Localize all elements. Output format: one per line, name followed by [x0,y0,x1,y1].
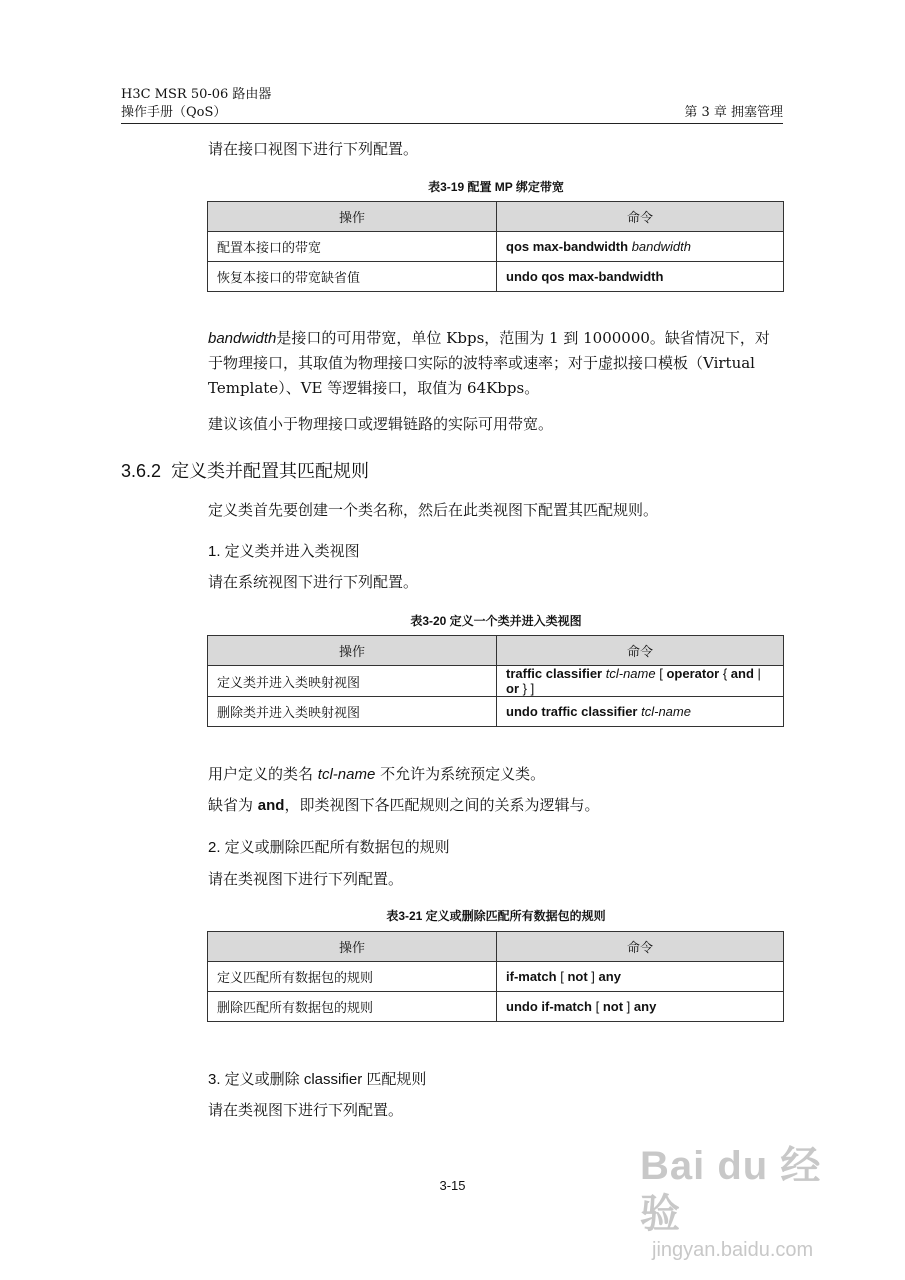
header-row [121,104,783,122]
col-operation: 操作 [208,636,497,666]
table-header-row [208,636,784,666]
command-cell: undo qos max-bandwidth [497,262,784,292]
operation-cell: 删除类并进入类映射视图 [208,697,497,727]
command-cell: undo traffic classifier tcl-name [497,697,784,727]
operation-cell: 定义类并进入类映射视图 [208,666,497,697]
intro-system-view: 请在系统视图下进行下列配置。 [208,573,419,591]
table-row [208,992,784,1022]
intro-class-view: 请在类视图下进行下列配置。 [208,870,404,888]
header-manual: 操作手册（QoS） [121,105,227,120]
header-rule [121,123,783,124]
bandwidth-suggestion: 建议该值小于物理接口或逻辑链路的实际可用带宽。 [208,415,554,433]
subheading-1: 1. 定义类并进入类视图 [208,543,360,560]
table-row [208,962,784,992]
command-cell: undo if-match [ not ] any [497,992,784,1022]
page-number: 3-15 [439,1178,466,1193]
baidu-watermark [640,1142,860,1262]
define-class-intro: 定义类首先要创建一个类名称，然后在此类视图下配置其匹配规则。 [208,501,659,519]
tcl-name-note: 用户定义的类名 tcl-name 不允许为系统预定义类。 [208,765,546,783]
page-header [121,86,783,122]
term-bandwidth: bandwidth [208,330,277,347]
table-row [208,262,784,292]
table-row [208,697,784,727]
table-19-caption: 表3-19 配置 MP 绑定带宽 [428,180,564,194]
bandwidth-description: bandwidth是接口的可用带宽，单位 Kbps，范围为 1 到 1000000。缺省情况下，对 于物理接口，其取值为物理接口实际的波特率或速率；对于虚拟接口模板（Virtual Template）、VE 等逻辑接口，取值为 64Kbps。 [208,329,770,397]
operation-cell: 定义匹配所有数据包的规则 [208,962,497,992]
table-header-row [208,932,784,962]
and-default-note: 缺省为 and，即类视图下各匹配规则之间的关系为逻辑与。 [208,796,600,814]
col-command: 命令 [497,932,784,962]
command-cell: if-match [ not ] any [497,962,784,992]
operation-cell: 恢复本接口的带宽缺省值 [208,262,497,292]
section-heading: 3.6.2 定义类并配置其匹配规则 [121,461,370,481]
col-command: 命令 [497,202,784,232]
col-command: 命令 [497,636,784,666]
watermark-logo: Bai du 经验 [640,1144,822,1236]
header-chapter: 第 3 章 拥塞管理 [684,105,783,120]
operation-cell: 删除匹配所有数据包的规则 [208,992,497,1022]
table-21-caption: 表3-21 定义或删除匹配所有数据包的规则 [386,909,606,923]
subheading-2: 2. 定义或删除匹配所有数据包的规则 [208,839,450,856]
subheading-3: 3. 定义或删除 classifier 匹配规则 [208,1071,427,1088]
command-cell: traffic classifier tcl-name [ operator { and | or } ] [497,666,784,697]
table-20 [207,635,784,727]
watermark-url: jingyan.baidu.com [652,1239,814,1261]
intro-interface-view: 请在接口视图下进行下列配置。 [208,140,419,158]
col-operation: 操作 [208,932,497,962]
table-row [208,232,784,262]
command-cell: qos max-bandwidth bandwidth [497,232,784,262]
table-header-row [208,202,784,232]
col-operation: 操作 [208,202,497,232]
table-20-caption: 表3-20 定义一个类并进入类视图 [410,614,582,628]
table-19 [207,201,784,292]
operation-cell: 配置本接口的带宽 [208,232,497,262]
intro-class-view-2: 请在类视图下进行下列配置。 [208,1101,404,1119]
table-21 [207,931,784,1022]
table-row [208,666,784,697]
header-product: H3C MSR 50-06 路由器 [121,87,272,102]
